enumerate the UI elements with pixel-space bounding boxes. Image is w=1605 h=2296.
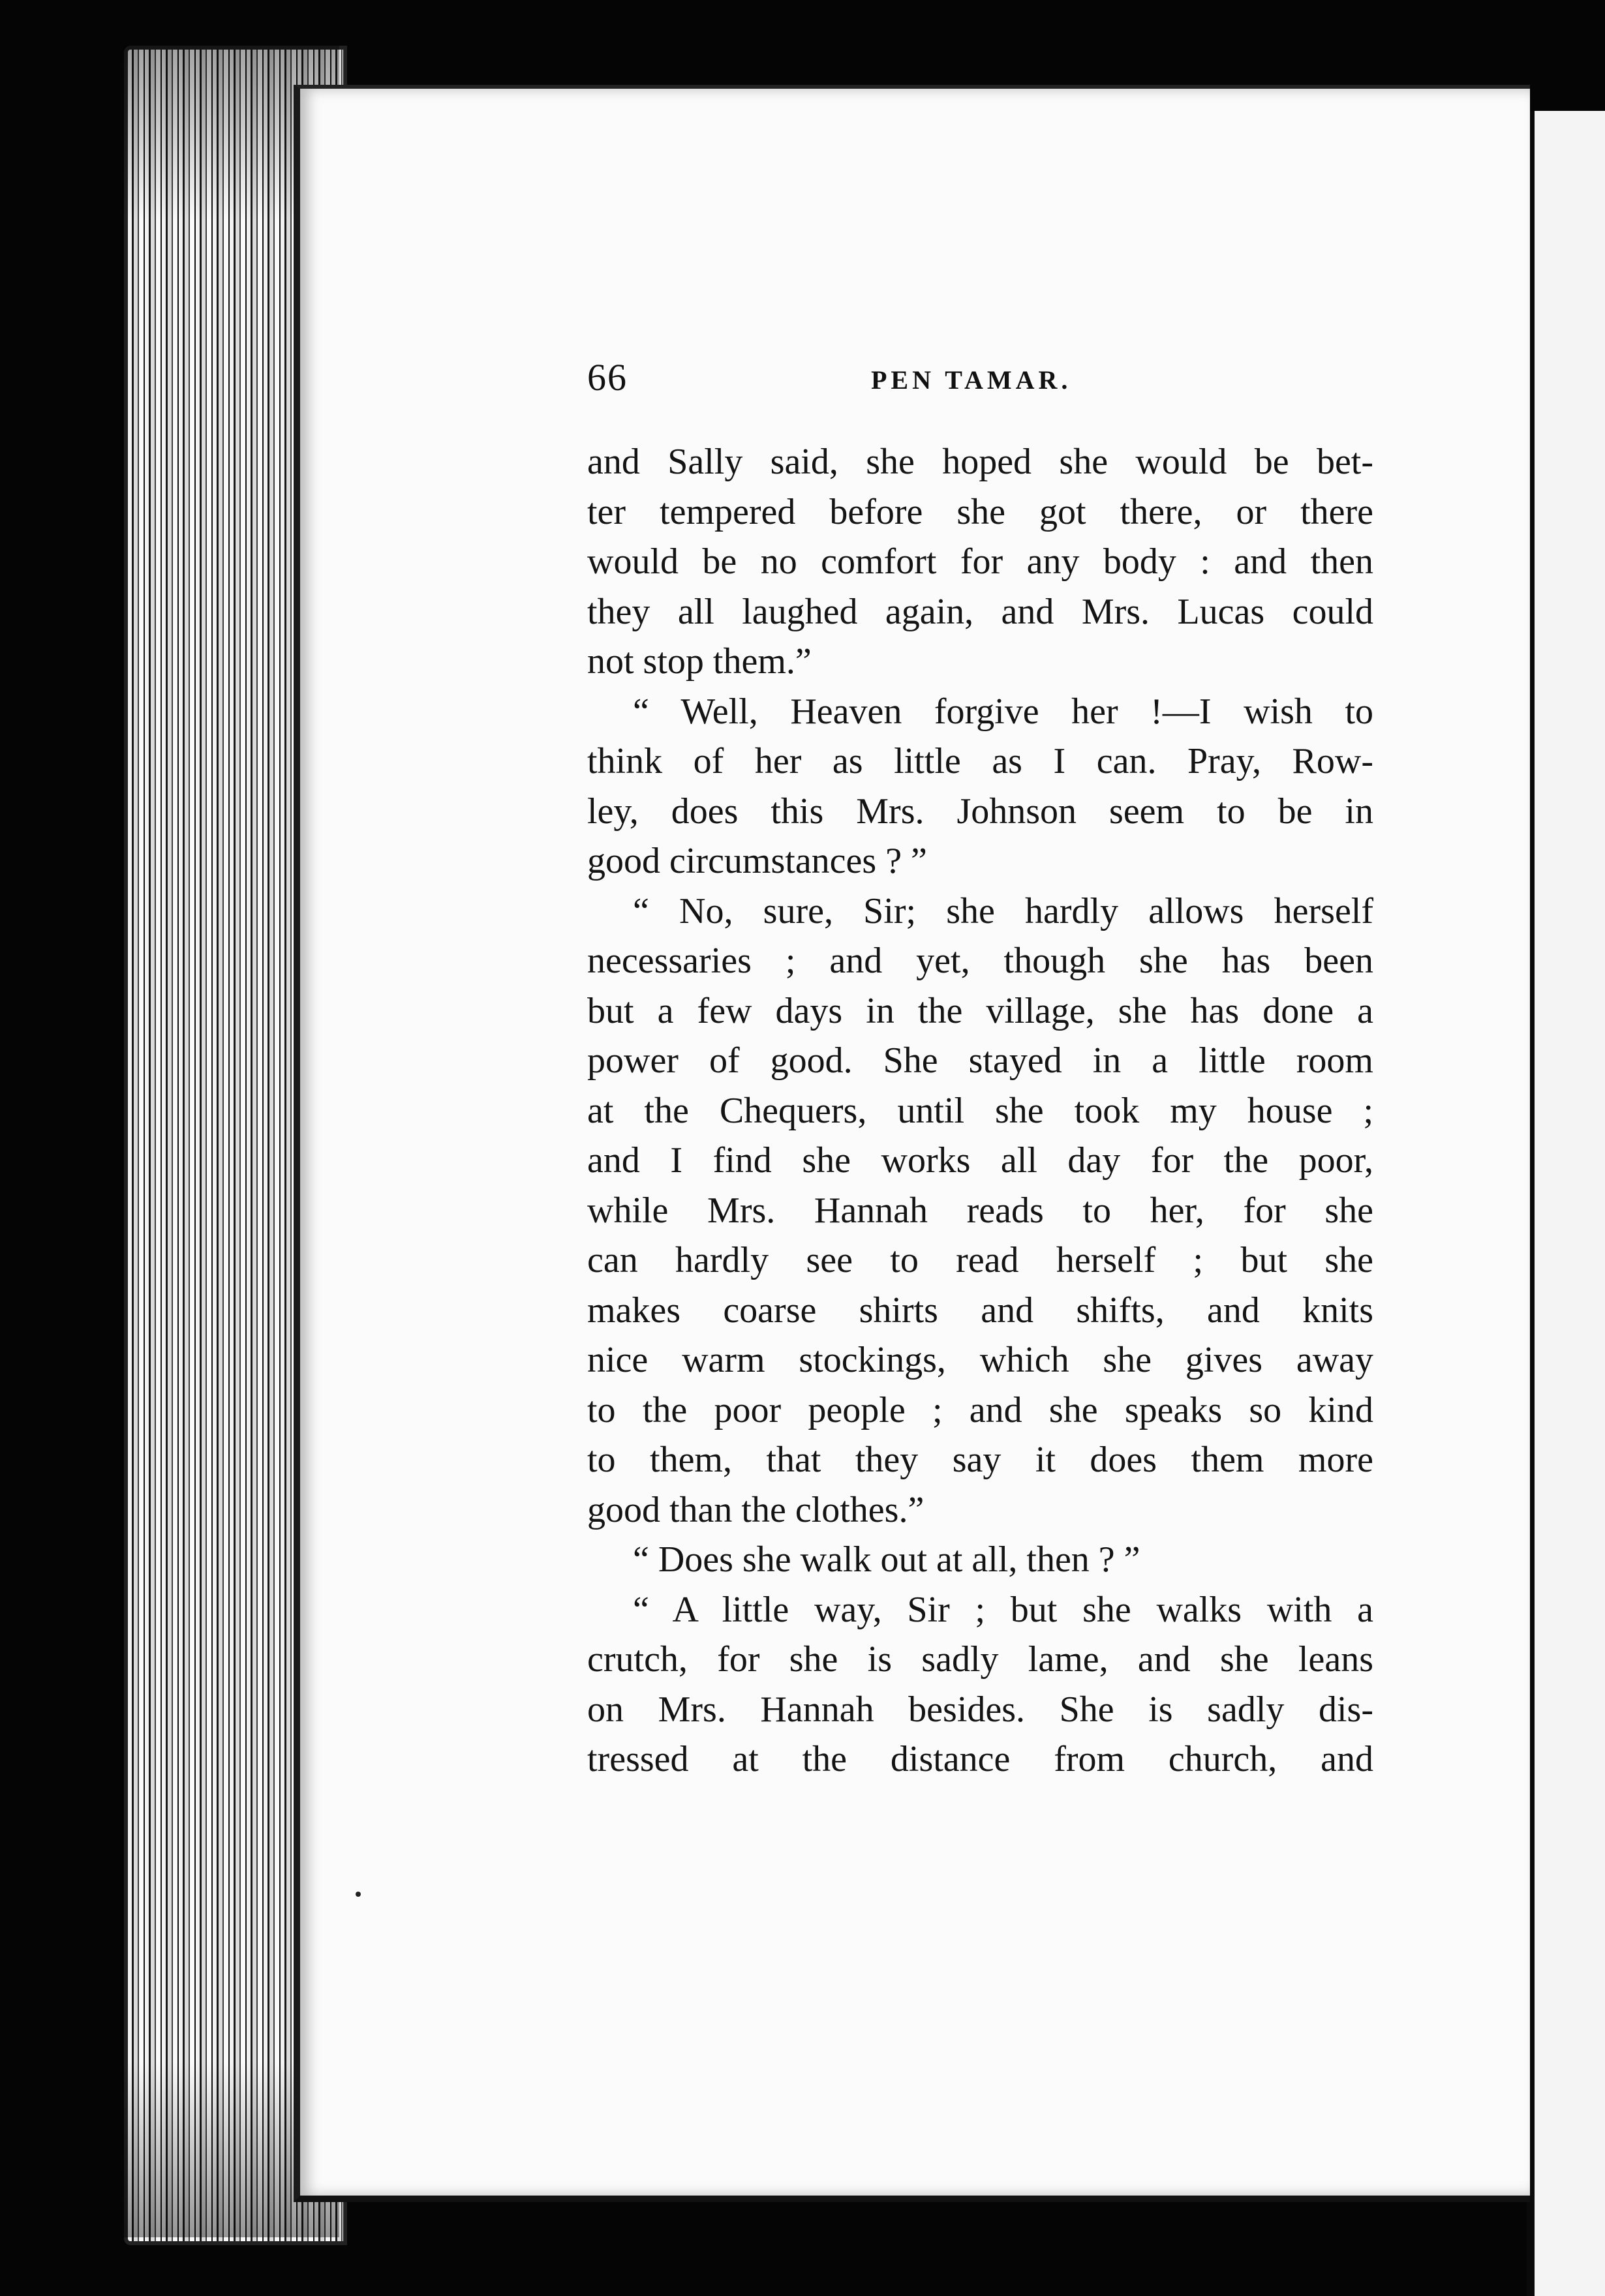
text-line: “ Does she walk out at all, then ? ” — [633, 1539, 1140, 1580]
text-line: good than the clothes.” — [587, 1489, 925, 1530]
text-line: can hardly see to read herself ; but she — [587, 1240, 1373, 1280]
text-line: “ A little way, Sir ; but she walks with a — [633, 1589, 1373, 1630]
text-line: ter tempered before she got there, or there — [587, 491, 1373, 532]
text-line: but a few days in the village, she has done a — [587, 990, 1373, 1031]
text-line: and I find she works all day for the poor, — [587, 1140, 1373, 1181]
text-line: think of her as little as I can. Pray, Row- — [587, 741, 1373, 781]
text-line: “ Well, Heaven forgive her !—I wish to — [633, 691, 1373, 732]
text-line: would be no comfort for any body : and then — [587, 541, 1373, 582]
scan-speck — [356, 1892, 361, 1897]
text-line: to the poor people ; and she speaks so kind — [587, 1389, 1373, 1430]
page-header — [587, 355, 1370, 414]
text-line: on Mrs. Hannah besides. She is sadly dis- — [587, 1689, 1373, 1730]
text-line: they all laughed again, and Mrs. Lucas could — [587, 591, 1373, 632]
running-title: PEN TAMAR. — [871, 365, 1072, 395]
facing-page-edge — [1527, 111, 1605, 2296]
text-line: good circumstances ? ” — [587, 841, 927, 881]
text-line: “ No, sure, Sir; she hardly allows herself — [633, 890, 1373, 931]
text-line: power of good. She stayed in a little room — [587, 1040, 1373, 1081]
page-number: 66 — [587, 356, 628, 399]
text-line: ley, does this Mrs. Johnson seem to be in — [587, 791, 1373, 832]
body-text — [587, 437, 1373, 1785]
text-line: while Mrs. Hannah reads to her, for she — [587, 1190, 1373, 1231]
text-line: to them, that they say it does them more — [587, 1440, 1373, 1480]
text-line: necessaries ; and yet, though she has been — [587, 941, 1373, 981]
text-line: not stop them.” — [587, 641, 812, 682]
text-line: and Sally said, she hoped she would be bet- — [587, 442, 1373, 482]
text-line: at the Chequers, until she took my house ; — [587, 1090, 1373, 1131]
text-line: tressed at the distance from church, and — [587, 1739, 1373, 1779]
text-line: crutch, for she is sadly lame, and she leans — [587, 1639, 1373, 1680]
text-line: makes coarse shirts and shifts, and knits — [587, 1290, 1373, 1331]
text-line: nice warm stockings, which she gives away — [587, 1340, 1373, 1380]
